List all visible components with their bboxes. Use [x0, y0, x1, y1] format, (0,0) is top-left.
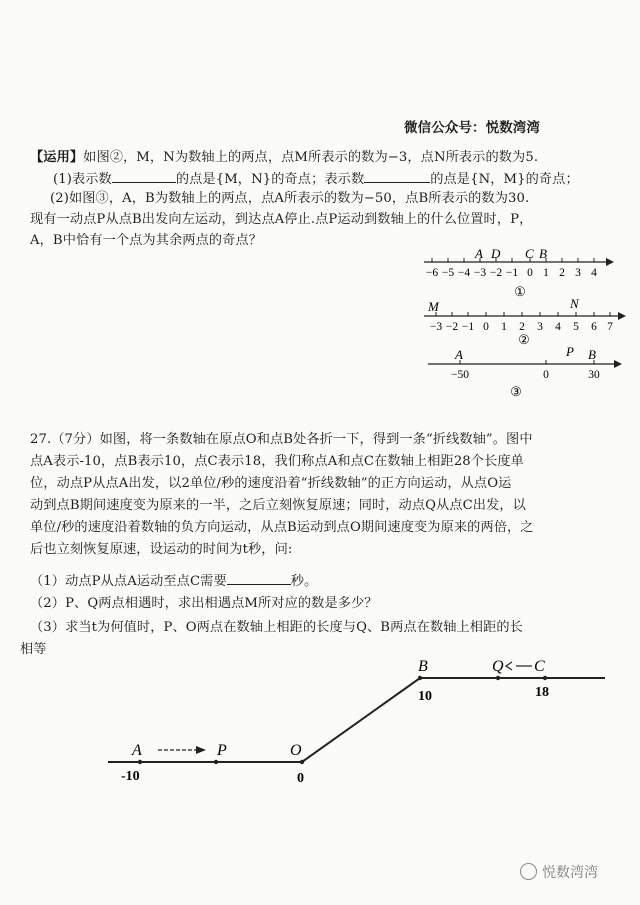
wechat-header: 微信公众号：悦数湾湾 — [404, 120, 540, 136]
apply-line-5: A，B中恰有一个点为其余两点的奇点？ — [30, 233, 263, 248]
axis-value-label: 10 — [418, 689, 432, 704]
axis-point-label-o: O — [290, 742, 302, 759]
fig1-tick-label: 1 — [543, 267, 549, 279]
q27-line-3: 位，动点P从点A出发，以2单位/秒的速度沿着“折线数轴”的正方向运动，从点O运 — [30, 476, 512, 491]
fig1-point-label: B — [539, 246, 547, 261]
q27-sub-3: （3）求当t为何值时，P、O两点在数轴上相距的长度与Q、B两点在数轴上相距的长 — [30, 620, 523, 635]
fig1-tick-label: −2 — [489, 267, 503, 279]
axis-point-label-c: C — [534, 658, 545, 675]
fig2-tick-label: 2 — [519, 321, 525, 333]
fig1-tick-label: −6 — [425, 267, 439, 279]
fig2-tick-label: −3 — [429, 321, 443, 333]
axis-value-label: 0 — [297, 771, 304, 786]
axis-point-label-b: B — [418, 658, 428, 675]
wechat-icon — [520, 863, 537, 880]
q1-text-a: (1)表示数 — [53, 172, 112, 187]
sub1-text-b: 秒。 — [290, 574, 318, 589]
q27-line-4: 动到点B期间速度变为原来的一半，之后立刻恢复原速；同时，动点Q从点C出发，以 — [30, 498, 526, 513]
fig2-tick-label: 6 — [591, 321, 597, 333]
q27-line-1: 27.（7分）如图，将一条数轴在原点O和点B处各折一下，得到一条“折线数轴”。图中 — [30, 432, 533, 447]
watermark-text: 悦数湾湾 — [542, 865, 598, 881]
q27-line-5: 单位/秒的速度沿着数轴的负方向运动，从点B运动到点O期间速度变为原来的两倍，之 — [30, 520, 534, 535]
fig3-caption: ③ — [510, 384, 522, 399]
fig2-tick-label: 1 — [501, 321, 507, 333]
fig1-tick-label: 4 — [591, 267, 597, 279]
fig1-tick-label: 2 — [559, 267, 565, 279]
axis-value-label: -10 — [121, 769, 140, 784]
fig2-point-label: N — [570, 296, 579, 311]
fig1-point-label: D — [491, 246, 501, 261]
q27-sub-3-cont: 相等 — [20, 642, 47, 657]
fig2-tick-label: 4 — [555, 321, 561, 333]
fig1-tick-label: −3 — [473, 267, 487, 279]
fig3-point-label: A — [455, 347, 463, 362]
fig3-point-label: B — [588, 347, 596, 362]
fig3-tick-label: −50 — [451, 369, 469, 381]
fig2-tick-label: 0 — [483, 321, 489, 333]
fig1-tick-label: −5 — [441, 267, 455, 279]
fig2-tick-label: 3 — [537, 321, 543, 333]
sub1-text-a: （1）动点P从点A运动至点C需要 — [30, 574, 227, 589]
fig1-tick-label: −4 — [457, 267, 471, 279]
apply-intro: 如图②，M，N为数轴上的两点，点M所表示的数为−3，点N所表示的数为5. — [83, 150, 539, 165]
apply-line-4: 现有一动点P从点B出发向左运动，到达点A停止.点P运动到数轴上的什么位置时，P， — [30, 212, 533, 227]
axis-point-label-p: P — [217, 742, 227, 759]
apply-question-2: (2)如图③，A，B为数轴上的两点，点A所表示的数为−50，点B所表示的数为30. — [50, 191, 530, 206]
fig2-caption: ② — [518, 332, 530, 347]
watermark — [520, 862, 598, 882]
fig1-tick-label: 3 — [575, 267, 581, 279]
axis-point-label-a: A — [132, 742, 142, 759]
apply-tag: 【运用】 — [30, 150, 84, 165]
fig1-tick-label: 0 — [527, 267, 533, 279]
q27-line-2: 点A表示-10，点B表示10，点C表示18，我们称点A和点C在数轴上相距28个长度单 — [30, 454, 524, 469]
q1-text-c: 的点是{N，M}的奇点； — [430, 172, 579, 187]
fig1-tick-label: −1 — [505, 267, 519, 279]
axis-point-label-q: Q — [492, 658, 504, 675]
fig1-caption: ① — [514, 284, 526, 299]
fig3-tick-label: 30 — [588, 369, 600, 381]
fig2-tick-label: −1 — [461, 321, 475, 333]
q27-sub-2: （2）P、Q两点相遇时，求出相遇点M所对应的数是多少？ — [30, 596, 378, 611]
fig2-tick-label: −2 — [445, 321, 459, 333]
q27-line-6: 后也立刻恢复原速，设运动的时间为t秒，问: — [30, 542, 293, 557]
fig2-tick-label: 7 — [607, 321, 613, 333]
q1-text-b: 的点是{M，N}的奇点；表示数 — [175, 172, 365, 187]
fig2-point-label: M — [428, 299, 439, 314]
axis-value-label: 18 — [535, 685, 549, 700]
fig3-tick-label: 0 — [543, 369, 549, 381]
arrow-left-icon — [506, 662, 532, 670]
arrow-right-icon — [158, 746, 206, 754]
fig1-point-label: A — [475, 246, 483, 261]
fig1-point-label: C — [525, 246, 534, 261]
fig2-tick-label: 5 — [573, 321, 579, 333]
fig3-point-label: P — [566, 344, 574, 359]
